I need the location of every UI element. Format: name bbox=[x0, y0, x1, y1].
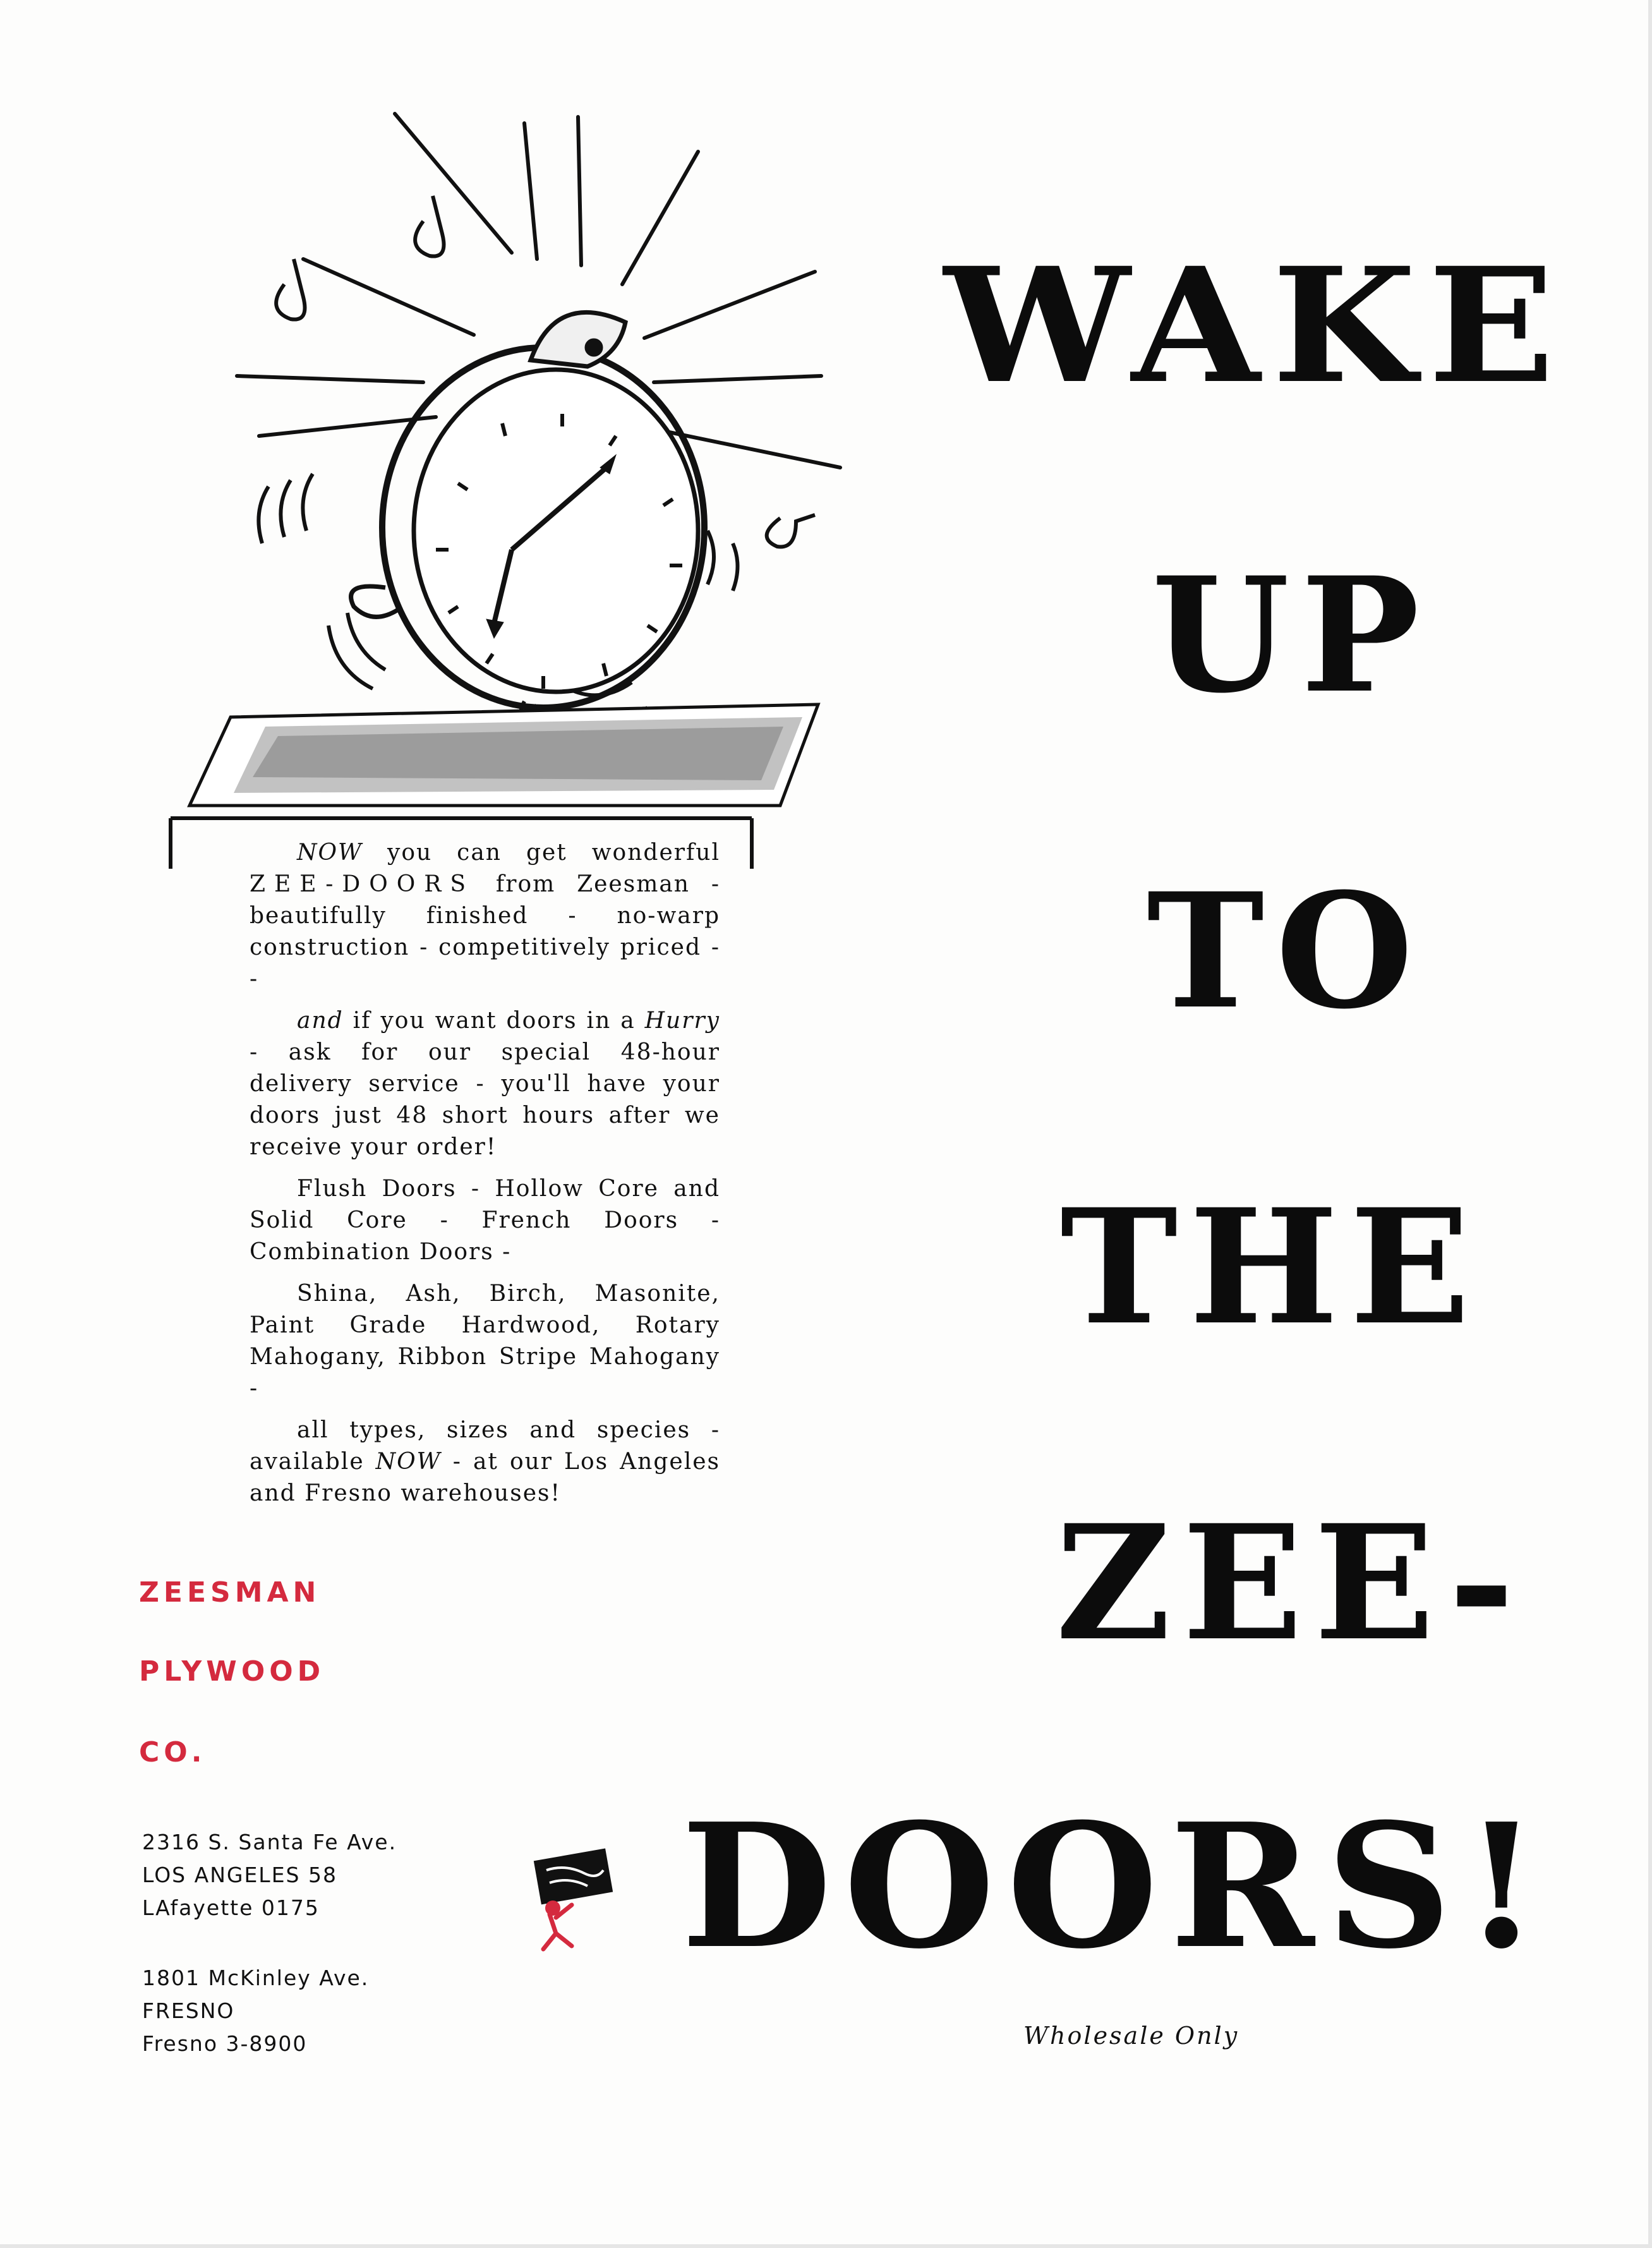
hurry-emphasis: Hurry bbox=[644, 1008, 720, 1034]
copy-paragraph-3: Flush Doors - Hollow Core and Solid Core - French Doors - Combination Doors - bbox=[250, 1176, 720, 1265]
fresno-address bbox=[142, 1962, 369, 2060]
and-emphasis: and bbox=[297, 1008, 344, 1034]
headline-line-3: TO bbox=[1147, 858, 1425, 1044]
copy-paragraph-4: Shina, Ash, Birch, Masonite, Paint Grade Hardwood, Rotary Mahogany, Ribbon Stripe Mahogany - bbox=[250, 1281, 720, 1401]
company-name-line-2: PLYWOOD bbox=[139, 1655, 325, 1688]
headline-line-1: WAKE bbox=[944, 233, 1567, 418]
la-phone: LAfayette 0175 bbox=[142, 1895, 320, 1920]
copy-paragraph-1 bbox=[250, 837, 720, 995]
wholesale-only-note: Wholesale Only bbox=[1023, 2022, 1239, 2050]
copy-text: from Zeesman - beautifully finished - no-warp construction - competitively priced -- bbox=[250, 871, 720, 992]
copy-text: if you want doors in a bbox=[343, 1008, 645, 1034]
los-angeles-address bbox=[142, 1826, 397, 1925]
copy-text: - ask for our special 48-hour delivery service - you'll have your doors just 48 short hours after we receive your order! bbox=[250, 1039, 720, 1160]
copy-paragraph-2 bbox=[250, 1005, 720, 1163]
zee-doors-text: ZEE-DOORS bbox=[250, 871, 475, 897]
la-street: 2316 S. Santa Fe Ave. bbox=[142, 1830, 397, 1854]
headline-line-4: THE bbox=[1060, 1174, 1481, 1360]
headline-line-6: DOORS! bbox=[680, 1786, 1551, 1986]
headline-line-5: ZEE- bbox=[1056, 1490, 1526, 1676]
fresno-phone: Fresno 3-8900 bbox=[142, 2031, 308, 2056]
headline-line-2: UP bbox=[1151, 542, 1431, 728]
copy-paragraph-5 bbox=[250, 1415, 720, 1509]
fresno-street: 1801 McKinley Ave. bbox=[142, 1966, 370, 1990]
la-city: LOS ANGELES 58 bbox=[142, 1863, 337, 1887]
now-emphasis: NOW bbox=[375, 1449, 442, 1475]
copy-text: you can get wonderful bbox=[363, 840, 720, 866]
fresno-city: FRESNO bbox=[142, 1998, 235, 2023]
clock bbox=[351, 312, 704, 730]
now-emphasis: NOW bbox=[297, 840, 363, 866]
ad-body-copy bbox=[250, 837, 720, 1509]
company-name-line-1: ZEESMAN bbox=[139, 1576, 321, 1609]
copy-text: all types, sizes and species - available bbox=[250, 1417, 720, 1475]
alarm-clock-illustration bbox=[158, 95, 865, 872]
company-name-line-3: CO. bbox=[139, 1736, 207, 1768]
copy-text: - at our Los Angeles and Fresno warehouses! bbox=[250, 1449, 720, 1506]
door-carrier-logo bbox=[524, 1845, 619, 1959]
